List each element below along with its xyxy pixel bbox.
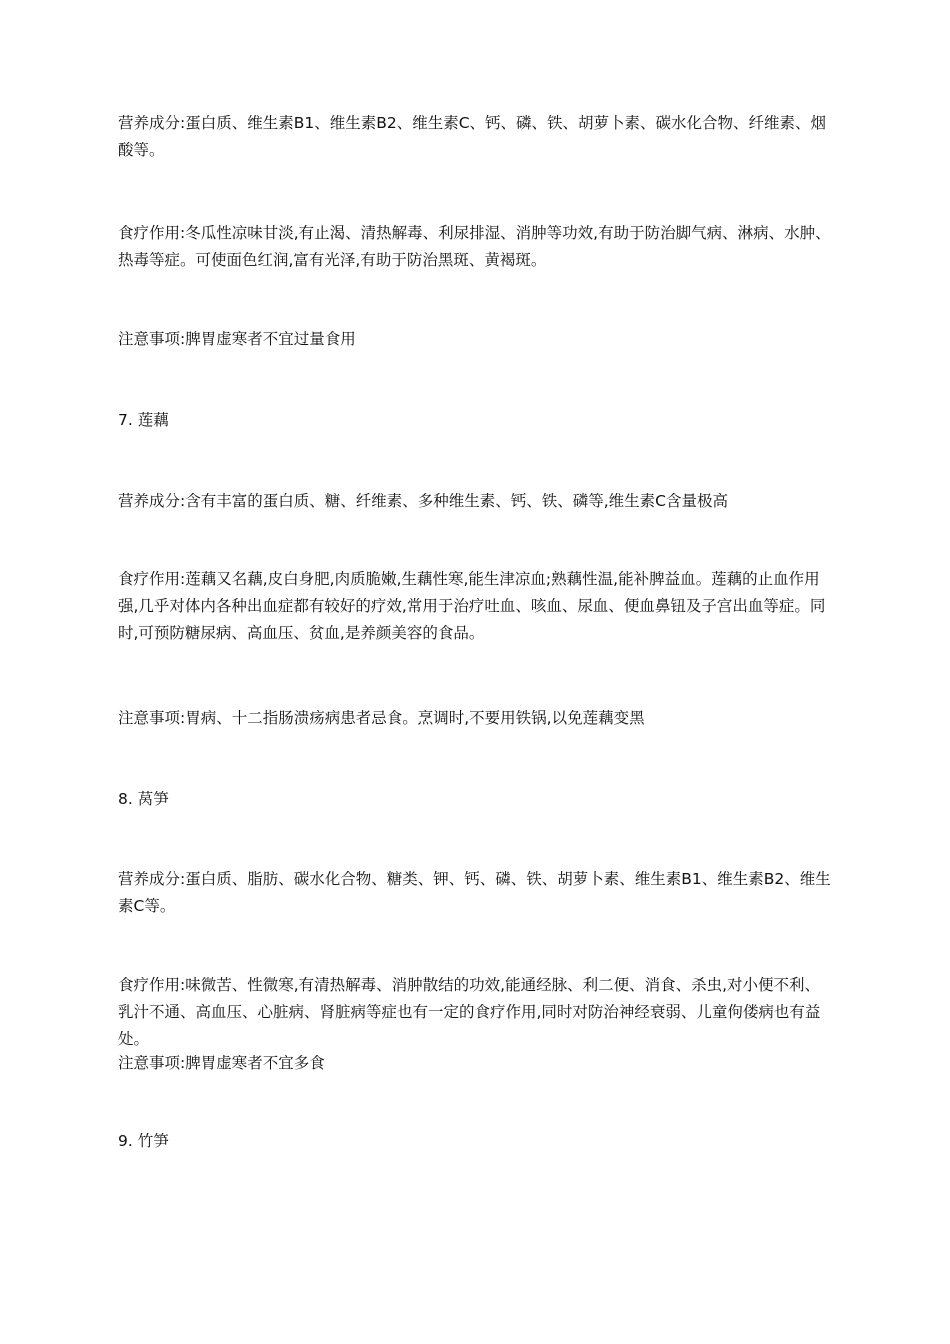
paragraph-caution-winter-melon: 注意事项:脾胃虚寒者不宜过量食用 xyxy=(118,330,356,348)
paragraph-caution-lettuce: 注意事项:脾胃虚寒者不宜多食 xyxy=(118,1054,325,1072)
heading-bamboo-shoot: 9. 竹笋 xyxy=(118,1132,169,1150)
paragraph-nutrition-lettuce: 营养成分:蛋白质、脂肪、碳水化合物、糖类、钾、钙、磷、铁、胡萝卜素、维生素B1、维生素B2、维生素C等。 xyxy=(118,870,831,915)
paragraph-caution-lotus-root: 注意事项:胃病、十二指肠溃疡病患者忌食。烹调时,不要用铁锅,以免莲藕变黑 xyxy=(118,709,645,727)
heading-lotus-root: 7. 莲藕 xyxy=(118,411,169,429)
paragraph-therapy-lettuce: 食疗作用:味微苦、性微寒,有清热解毒、消肿散结的功效,能通经脉、利二便、消食、杀虫,对小便不利、乳汁不通、高血压、心脏病、肾脏病等症也有一定的食疗作用,同时对防治神经衰弱、儿童佝偻病也有益处。 xyxy=(118,976,821,1048)
paragraph-therapy-winter-melon: 食疗作用:冬瓜性凉味甘淡,有止渴、清热解毒、利尿排湿、消肿等功效,有助于防治脚气病、淋病、水肿、热毒等症。可使面色红润,富有光泽,有助于防治黑斑、黄褐斑。 xyxy=(118,224,831,269)
heading-lettuce: 8. 莴笋 xyxy=(118,790,169,808)
paragraph-nutrition-winter-melon: 营养成分:蛋白质、维生素B1、维生素B2、维生素C、钙、磷、铁、胡萝卜素、碳水化合物、纤维素、烟酸等。 xyxy=(118,114,827,159)
paragraph-therapy-lotus-root: 食疗作用:莲藕又名藕,皮白身肥,肉质脆嫩,生藕性寒,能生津凉血;熟藕性温,能补脾益血。莲藕的止血作用强,几乎对体内各种出血症都有较好的疗效,常用于治疗吐血、咳血、尿血、便血鼻钮及子宫出血等症。同时,可预防糖尿病、高血压、贫血,是养颜美容的食品。 xyxy=(118,570,826,642)
paragraph-nutrition-lotus-root: 营养成分:含有丰富的蛋白质、糖、纤维素、多种维生素、钙、铁、磷等,维生素C含量极高 xyxy=(118,492,728,510)
